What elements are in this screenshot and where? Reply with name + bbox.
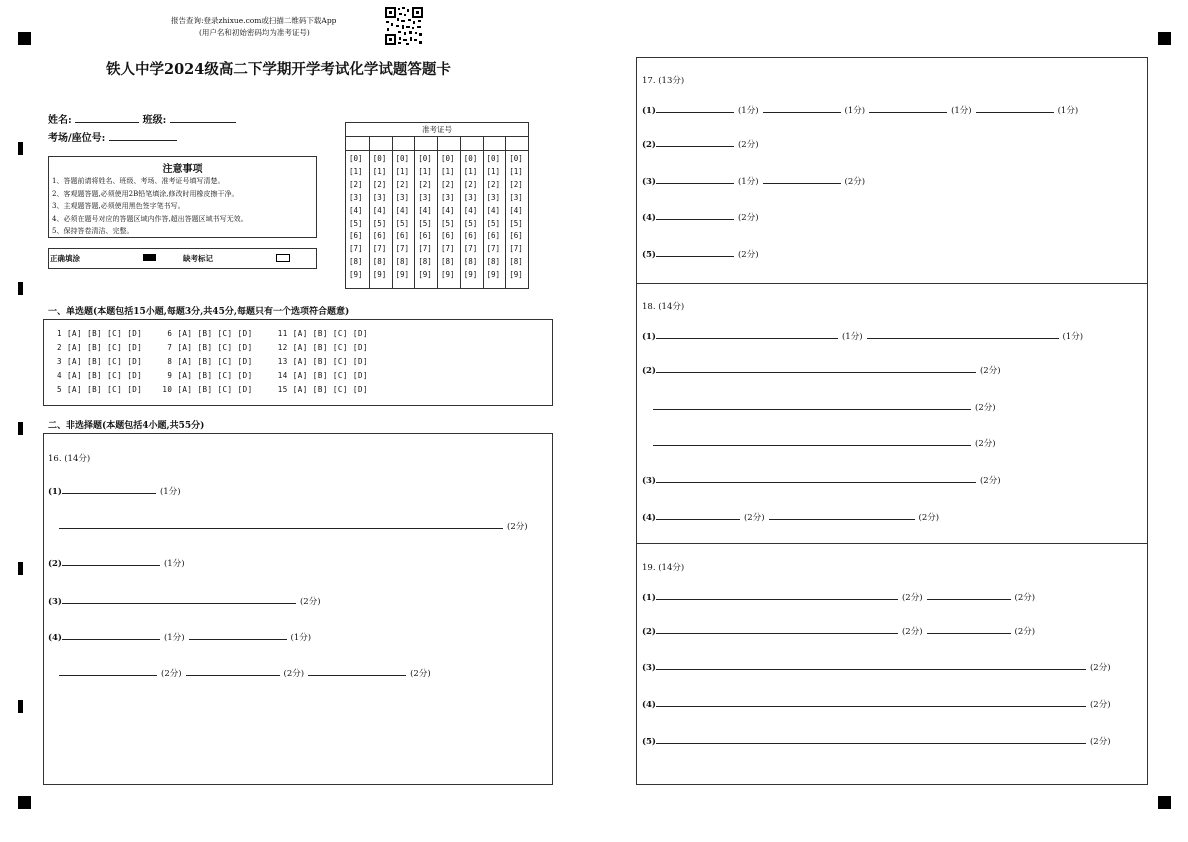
score-label: (2分) <box>975 439 996 449</box>
answer-blank[interactable] <box>656 510 740 520</box>
answer-blank[interactable] <box>656 624 898 634</box>
answer-blank[interactable] <box>653 436 971 446</box>
page-title: 铁人中学2024级高二下学期开学考试化学试题答题卡 <box>106 61 451 78</box>
q18-part2-line2 <box>653 400 1000 413</box>
exam-id-bubble[interactable]: [9] <box>463 270 478 280</box>
exam-id-bubble[interactable]: [5] <box>418 218 432 228</box>
exam-id-bubble[interactable]: [6] <box>395 231 410 241</box>
exam-id-write-cell[interactable] <box>438 137 461 151</box>
answer-blank[interactable] <box>189 630 287 640</box>
q16-part4 <box>48 630 315 643</box>
notice-title: 注意事项 <box>162 164 203 175</box>
mc-row[interactable]: 4 [A] [B] [C] [D] 9 [A] [B] [C] [D] 14 [A] [B] [C] [D] <box>52 371 368 380</box>
score-label: (2分) <box>1014 627 1036 637</box>
score-label: (1分) <box>159 487 181 497</box>
student-name-row <box>48 111 236 126</box>
exam-id-bubble[interactable]: [5] <box>395 218 410 228</box>
right-answer-panel <box>636 57 1148 785</box>
exam-id-bubble[interactable]: [1] <box>509 166 523 176</box>
score-label: (2分) <box>1089 737 1111 747</box>
answer-blank[interactable] <box>763 103 841 113</box>
exam-id-bubble[interactable]: [3] <box>486 192 501 202</box>
section1-title: 一、单选题(本题包括15小题,每题3分,共45分,每题只有一个选项符合题意) <box>48 307 350 317</box>
part-label: (3) <box>642 177 656 187</box>
exam-id-bubble[interactable]: [4] <box>441 205 455 215</box>
score-label: (1分) <box>841 332 863 342</box>
answer-blank[interactable] <box>656 247 734 257</box>
exam-id-bubble[interactable]: [2] <box>372 179 387 189</box>
score-label: (2分) <box>161 669 182 679</box>
part-label: (2) <box>642 140 656 150</box>
exam-id-bubble[interactable]: [9] <box>372 270 387 280</box>
part-label: (4) <box>642 213 656 223</box>
exam-id-bubble[interactable]: [1] <box>441 166 455 176</box>
divider <box>636 543 1148 544</box>
section2-title: 二、非选择题(本题包括4小题,共55分) <box>48 421 205 431</box>
exam-id-bubble[interactable]: [9] <box>418 270 432 280</box>
exam-id-column <box>460 137 484 289</box>
multiple-choice-box <box>43 319 553 406</box>
answer-blank[interactable] <box>656 590 898 600</box>
part-label: (1) <box>642 332 656 342</box>
q16-part1-line2 <box>59 519 532 532</box>
score-label: (2分) <box>737 250 759 260</box>
score-label: (2分) <box>1089 663 1111 673</box>
exam-id-bubble[interactable]: [1] <box>486 166 501 176</box>
q16-part3 <box>48 594 325 607</box>
exam-id-bubble[interactable]: [0] <box>418 154 432 163</box>
answer-blank[interactable] <box>656 174 734 184</box>
answer-blank[interactable] <box>927 624 1011 634</box>
q19-part3 <box>642 660 1115 673</box>
q18-part4 <box>642 510 943 523</box>
score-label: (1分) <box>737 106 759 116</box>
exam-id-write-cell[interactable] <box>506 137 529 151</box>
registration-mark <box>18 32 31 45</box>
notice-item: 4、必须在题号对应的答题区域内作答,超出答题区域书写无效。 <box>52 214 248 223</box>
absent-mark-label: 缺考标记 <box>183 254 213 263</box>
score-label: (2分) <box>979 476 1001 486</box>
score-label: (1分) <box>1057 106 1079 116</box>
exam-id-bubble[interactable]: [8] <box>372 257 387 267</box>
exam-id-bubble[interactable]: [0] <box>441 154 455 163</box>
exam-id-bubble[interactable]: [2] <box>486 179 501 189</box>
q16-part2 <box>48 556 189 569</box>
part-label: (2) <box>48 559 62 569</box>
part-label: (3) <box>642 476 656 486</box>
answer-blank[interactable] <box>656 697 1086 707</box>
exam-id-bubble[interactable]: [3] <box>372 192 387 202</box>
q17-part3 <box>642 174 869 187</box>
notice-box <box>48 156 317 238</box>
score-label: (2分) <box>901 627 923 637</box>
answer-blank[interactable] <box>656 103 734 113</box>
exam-id-title: 准考证号 <box>346 123 528 137</box>
q17-part1 <box>642 103 1082 116</box>
score-label: (1分) <box>163 633 185 643</box>
exam-id-bubble[interactable]: [5] <box>509 218 523 228</box>
score-label: (1分) <box>951 106 972 116</box>
exam-id-write-cell[interactable] <box>461 137 484 151</box>
correct-fill-label: 正确填涂 <box>50 254 80 263</box>
exam-id-bubble[interactable]: [1] <box>418 166 432 176</box>
exam-id-bubble[interactable]: [3] <box>463 192 478 202</box>
exam-id-bubble[interactable]: [6] <box>509 231 523 241</box>
exam-id-bubble[interactable]: [7] <box>509 244 523 254</box>
class-field[interactable] <box>170 113 236 123</box>
exam-id-write-cell[interactable] <box>370 137 393 151</box>
exam-id-column <box>369 137 393 289</box>
score-label: (1分) <box>844 106 866 116</box>
score-label: (2分) <box>283 669 305 679</box>
exam-id-bubble[interactable]: [5] <box>372 218 387 228</box>
answer-blank[interactable] <box>656 329 838 339</box>
q18-part2-line3 <box>653 436 1000 449</box>
mc-row[interactable]: 2 [A] [B] [C] [D] 7 [A] [B] [C] [D] 12 [A] [B] [C] [D] <box>52 343 368 352</box>
exam-id-bubble[interactable]: [2] <box>463 179 478 189</box>
timing-mark <box>18 422 23 435</box>
exam-id-bubble[interactable]: [7] <box>486 244 501 254</box>
part-label: (1) <box>48 487 62 497</box>
answer-blank[interactable] <box>867 329 1059 339</box>
score-label: (2分) <box>1089 700 1111 710</box>
exam-id-bubble[interactable]: [8] <box>463 257 478 267</box>
exam-id-column <box>346 137 369 289</box>
exam-id-bubble[interactable]: [3] <box>418 192 432 202</box>
exam-id-bubble[interactable]: [4] <box>349 205 363 215</box>
exam-id-bubble[interactable]: [6] <box>463 231 478 241</box>
timing-mark <box>18 562 23 575</box>
score-label: (1分) <box>290 633 312 643</box>
exam-id-bubble[interactable]: [0] <box>486 154 501 163</box>
answer-blank[interactable] <box>869 103 947 113</box>
exam-id-bubble[interactable]: [7] <box>372 244 387 254</box>
exam-id-bubble[interactable]: [8] <box>509 257 523 267</box>
q19-part2 <box>642 624 1039 637</box>
qr-code <box>384 6 424 46</box>
answer-blank[interactable] <box>656 473 976 483</box>
notice-item: 1、答题前请将姓名、班级、考场、准考证号填写清楚。 <box>52 177 225 185</box>
exam-id-bubble[interactable]: [9] <box>441 270 455 280</box>
exam-id-bubble[interactable]: [1] <box>349 166 363 176</box>
exam-id-bubble[interactable]: [4] <box>395 205 410 215</box>
answer-blank[interactable] <box>308 666 406 676</box>
exam-id-bubble[interactable]: [4] <box>486 205 501 215</box>
answer-blank[interactable] <box>656 734 1086 744</box>
answer-blank[interactable] <box>62 594 296 604</box>
score-label: (2分) <box>918 513 940 523</box>
exam-id-write-cell[interactable] <box>415 137 438 151</box>
class-label: 班级: <box>142 115 167 126</box>
answer-blank[interactable] <box>656 137 734 147</box>
q18-part3 <box>642 473 1005 486</box>
q18-heading: 18. (14分) <box>642 302 685 312</box>
report-query-note: (用户名和初始密码均为准考证号) <box>199 28 310 37</box>
registration-mark <box>1158 32 1171 45</box>
answer-blank[interactable] <box>59 666 157 676</box>
registration-mark <box>18 796 31 809</box>
q18-part1 <box>642 329 1087 342</box>
exam-id-bubble[interactable]: [3] <box>509 192 523 202</box>
q16-heading: 16. (14分) <box>48 454 91 464</box>
part-label: (3) <box>48 597 62 607</box>
q19-heading: 19. (14分) <box>642 563 685 573</box>
exam-id-bubble[interactable]: [4] <box>372 205 387 215</box>
answer-blank[interactable] <box>656 210 734 220</box>
score-label: (2分) <box>901 593 923 603</box>
answer-blank[interactable] <box>653 400 971 410</box>
exam-id-bubble[interactable]: [6] <box>372 231 387 241</box>
exam-id-bubble[interactable]: [2] <box>509 179 523 189</box>
exam-id-bubble[interactable]: [8] <box>486 257 501 267</box>
score-label: (2分) <box>975 403 996 413</box>
exam-id-bubble[interactable]: [6] <box>418 231 432 241</box>
exam-id-bubble[interactable]: [2] <box>349 179 363 189</box>
exam-id-column <box>505 137 529 289</box>
score-label: (2分) <box>743 513 765 523</box>
answer-blank[interactable] <box>656 660 1086 670</box>
absent-mark-checkbox[interactable] <box>276 254 290 262</box>
score-label: (2分) <box>299 597 321 607</box>
exam-id-bubble[interactable]: [3] <box>349 192 363 202</box>
mc-row[interactable]: 3 [A] [B] [C] [D] 8 [A] [B] [C] [D] 13 [A] [B] [C] [D] <box>52 357 368 366</box>
score-label: (2分) <box>1014 593 1036 603</box>
exam-id-bubble[interactable]: [8] <box>395 257 410 267</box>
q17-heading: 17. (13分) <box>642 76 685 86</box>
name-label: 姓名: <box>48 115 72 126</box>
exam-id-write-cell[interactable] <box>393 137 416 151</box>
mc-row[interactable]: 5 [A] [B] [C] [D] 10 [A] [B] [C] [D] 15 [A] [B] [C] [D] <box>52 385 368 394</box>
exam-id-bubble[interactable]: [9] <box>395 270 410 280</box>
exam-id-bubble[interactable]: [3] <box>395 192 410 202</box>
divider <box>636 283 1148 284</box>
part-label: (2) <box>642 627 656 637</box>
answer-blank[interactable] <box>62 484 156 494</box>
exam-id-bubble[interactable]: [9] <box>509 270 523 280</box>
q16-part4-line2 <box>59 666 435 679</box>
q17-part2 <box>642 137 763 150</box>
answer-blank[interactable] <box>186 666 280 676</box>
exam-id-bubble[interactable]: [1] <box>463 166 478 176</box>
exam-id-bubble[interactable]: [6] <box>486 231 501 241</box>
registration-mark <box>1158 796 1171 809</box>
exam-id-bubble[interactable]: [8] <box>349 257 363 267</box>
report-query-text: 报告查询:登录zhixue.com或扫描二维码下载App <box>171 16 337 25</box>
seat-label: 考场/座位号: <box>48 133 106 144</box>
answer-blank[interactable] <box>927 590 1011 600</box>
part-label: (4) <box>642 513 656 523</box>
part-label: (3) <box>642 663 656 673</box>
q19-part1 <box>642 590 1039 603</box>
timing-mark <box>18 700 23 713</box>
name-field[interactable] <box>75 113 139 123</box>
q19-part5 <box>642 734 1115 747</box>
answer-blank[interactable] <box>769 510 915 520</box>
exam-id-bubble[interactable]: [0] <box>349 154 363 163</box>
exam-id-grid <box>345 122 529 289</box>
score-label: (2分) <box>737 213 759 223</box>
part-label: (4) <box>642 700 656 710</box>
exam-id-bubble[interactable]: [9] <box>349 270 363 280</box>
exam-id-bubble[interactable]: [7] <box>463 244 478 254</box>
answer-blank[interactable] <box>62 630 160 640</box>
exam-id-bubble[interactable]: [9] <box>486 270 501 280</box>
exam-id-bubble[interactable]: [1] <box>395 166 410 176</box>
seat-row <box>48 129 177 144</box>
part-label: (5) <box>642 250 656 260</box>
exam-id-bubble[interactable]: [6] <box>441 231 455 241</box>
part-label: (4) <box>48 633 62 643</box>
answer-blank[interactable] <box>656 363 976 373</box>
score-label: (2分) <box>979 366 1001 376</box>
exam-id-bubble[interactable]: [3] <box>441 192 455 202</box>
exam-id-bubble[interactable]: [0] <box>509 154 523 163</box>
exam-id-bubble[interactable]: [7] <box>418 244 432 254</box>
part-label: (1) <box>642 106 656 116</box>
seat-field[interactable] <box>109 131 177 141</box>
correct-fill-sample <box>143 254 156 261</box>
mc-row[interactable]: 1 [A] [B] [C] [D] 6 [A] [B] [C] [D] 11 [A] [B] [C] [D] <box>52 329 368 338</box>
exam-id-column <box>437 137 461 289</box>
notice-item: 5、保持答卷清洁、完整。 <box>52 227 134 235</box>
exam-id-bubble[interactable]: [7] <box>395 244 410 254</box>
exam-id-write-cell[interactable] <box>484 137 507 151</box>
exam-id-column <box>483 137 507 289</box>
exam-id-bubble[interactable]: [4] <box>509 205 523 215</box>
exam-id-bubble[interactable]: [8] <box>418 257 432 267</box>
exam-id-bubble[interactable]: [0] <box>395 154 410 163</box>
exam-id-bubble[interactable]: [5] <box>486 218 501 228</box>
exam-id-bubble[interactable]: [0] <box>463 154 478 163</box>
q19-part4 <box>642 697 1115 710</box>
exam-id-bubble[interactable]: [2] <box>441 179 455 189</box>
exam-id-bubble[interactable]: [7] <box>349 244 363 254</box>
exam-id-bubble[interactable]: [5] <box>441 218 455 228</box>
score-label: (2分) <box>507 522 528 532</box>
answer-blank[interactable] <box>763 174 841 184</box>
q16-part1 <box>48 484 185 497</box>
score-label: (2分) <box>844 177 866 187</box>
exam-id-bubble[interactable]: [5] <box>349 218 363 228</box>
exam-id-bubble[interactable]: [0] <box>372 154 387 163</box>
exam-id-bubble[interactable]: [7] <box>441 244 455 254</box>
exam-id-bubble[interactable]: [8] <box>441 257 455 267</box>
exam-id-bubble[interactable]: [4] <box>418 205 432 215</box>
exam-id-bubble[interactable]: [4] <box>463 205 478 215</box>
answer-blank[interactable] <box>62 556 160 566</box>
answer-blank[interactable] <box>976 103 1054 113</box>
score-label: (2分) <box>410 669 431 679</box>
exam-id-write-cell[interactable] <box>346 137 369 151</box>
timing-mark <box>18 282 23 295</box>
part-label: (5) <box>642 737 656 747</box>
exam-id-bubble[interactable]: [2] <box>418 179 432 189</box>
score-label: (1分) <box>163 559 185 569</box>
exam-id-bubble[interactable]: [6] <box>349 231 363 241</box>
exam-id-bubble[interactable]: [1] <box>372 166 387 176</box>
timing-mark <box>18 142 23 155</box>
exam-id-column <box>392 137 416 289</box>
q17-part5 <box>642 247 763 260</box>
exam-id-bubble[interactable]: [5] <box>463 218 478 228</box>
score-label: (2分) <box>737 140 759 150</box>
answer-blank[interactable] <box>59 519 503 529</box>
q17-part4 <box>642 210 763 223</box>
exam-id-column <box>414 137 438 289</box>
score-label: (1分) <box>1062 332 1084 342</box>
q18-part2 <box>642 363 1005 376</box>
fill-legend <box>48 248 317 269</box>
score-label: (1分) <box>737 177 759 187</box>
notice-item: 3、主观题答题,必须使用黑色签字笔书写。 <box>52 202 185 210</box>
part-label: (2) <box>642 366 656 376</box>
notice-item: 2、客观题答题,必须使用2B铅笔填涂,修改时用橡皮擦干净。 <box>52 189 239 198</box>
part-label: (1) <box>642 593 656 603</box>
exam-id-bubble[interactable]: [2] <box>395 179 410 189</box>
